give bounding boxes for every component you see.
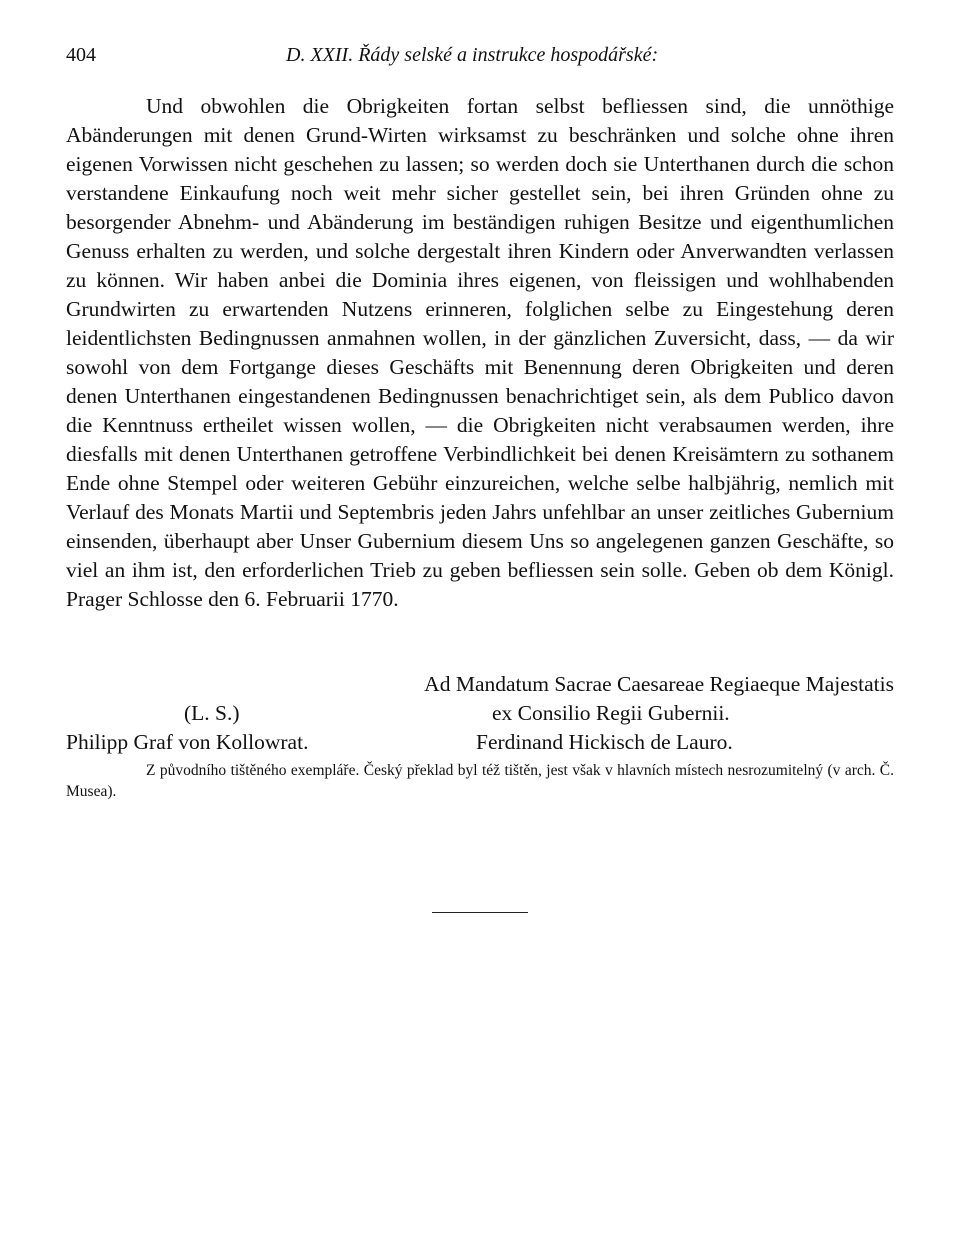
signatories-line [66, 728, 894, 757]
footnote: Z původního tištěného exempláře. Český překlad byl též tištěn, jest však v hlavních místech nesrozumitelný (v arch. Č. Musea). [66, 762, 894, 800]
page-number: 404 [66, 44, 96, 66]
right-signatory: Ferdinand Hickisch de Lauro. [476, 730, 733, 754]
signature-block [66, 670, 894, 757]
mandate-text: Ad Mandatum Sacrae Caesareae Regiaeque Majestatis [424, 672, 894, 696]
seal-council-line [66, 699, 894, 728]
seal-mark: (L. S.) [184, 701, 240, 725]
end-rule [432, 912, 528, 913]
page-header [66, 44, 894, 74]
main-paragraph: Und obwohlen die Obrigkeiten fortan selbst befliessen sind, die unnöthige Abänderungen mit denen Grund-Wirten wirksamst zu beschränken und solche ohne ihren eigenen Vorwissen nicht geschehen zu lassen; so werden doch sie Unterthanen durch die schon verstandene Einkaufung noch weit mehr sicher gestellet sein, bei ihren Gründen ohne zu besorgender Abnehm- und Abänderung im beständigen ruhigen Besitze und eigenthumlichen Genuss erhalten zu werden, und solche dergestalt ihren Kindern oder Anverwandten verlassen zu können. Wir haben anbei die Dominia ihres eigenen, von fleissigen und wohlhabenden Grundwirten zu erwartenden Nutzens erinneren, folglichen selbe zu Eingestehung deren leidentlichsten Bedingnussen anmahnen wollen, in der gänzlichen Zuversicht, dass, — da wir sowohl von dem Fortgange dieses Geschäfts mit Benennung deren Obrigkeiten und deren denen Unterthanen eingestandenen Bedingnussen benachrichtiget sein, als dem Publico davon die Kenntnuss ertheilet wissen wollen, — die Obrigkeiten nicht verabsaumen werden, ihre diesfalls mit denen Unterthanen getroffene Verbindlichkeit bei denen Kreisämtern zu sothanem Ende ohne Stempel oder weiteren Gebühr einzureichen, welche selbe halbjährig, nemlich mit Verlauf des Monats Martii und Septembris jeden Jahrs unfehlbar an unser zeitliches Gubernium einsenden, überhaupt aber Unser Gubernium diesem Uns so angelegenen ganzen Geschäfte, so viel an ihm ist, den erforderlichen Trieb zu geben befliessen sein solle. Geben ob dem Königl. Prager Schlosse den 6. Februarii 1770. [66, 94, 894, 611]
mandate-line [66, 670, 894, 699]
left-signatory: Philipp Graf von Kollowrat. [66, 730, 309, 754]
running-head: D. XXII. Řády selské a instrukce hospodářské: [286, 44, 659, 66]
council-text: ex Consilio Regii Gubernii. [492, 701, 730, 725]
